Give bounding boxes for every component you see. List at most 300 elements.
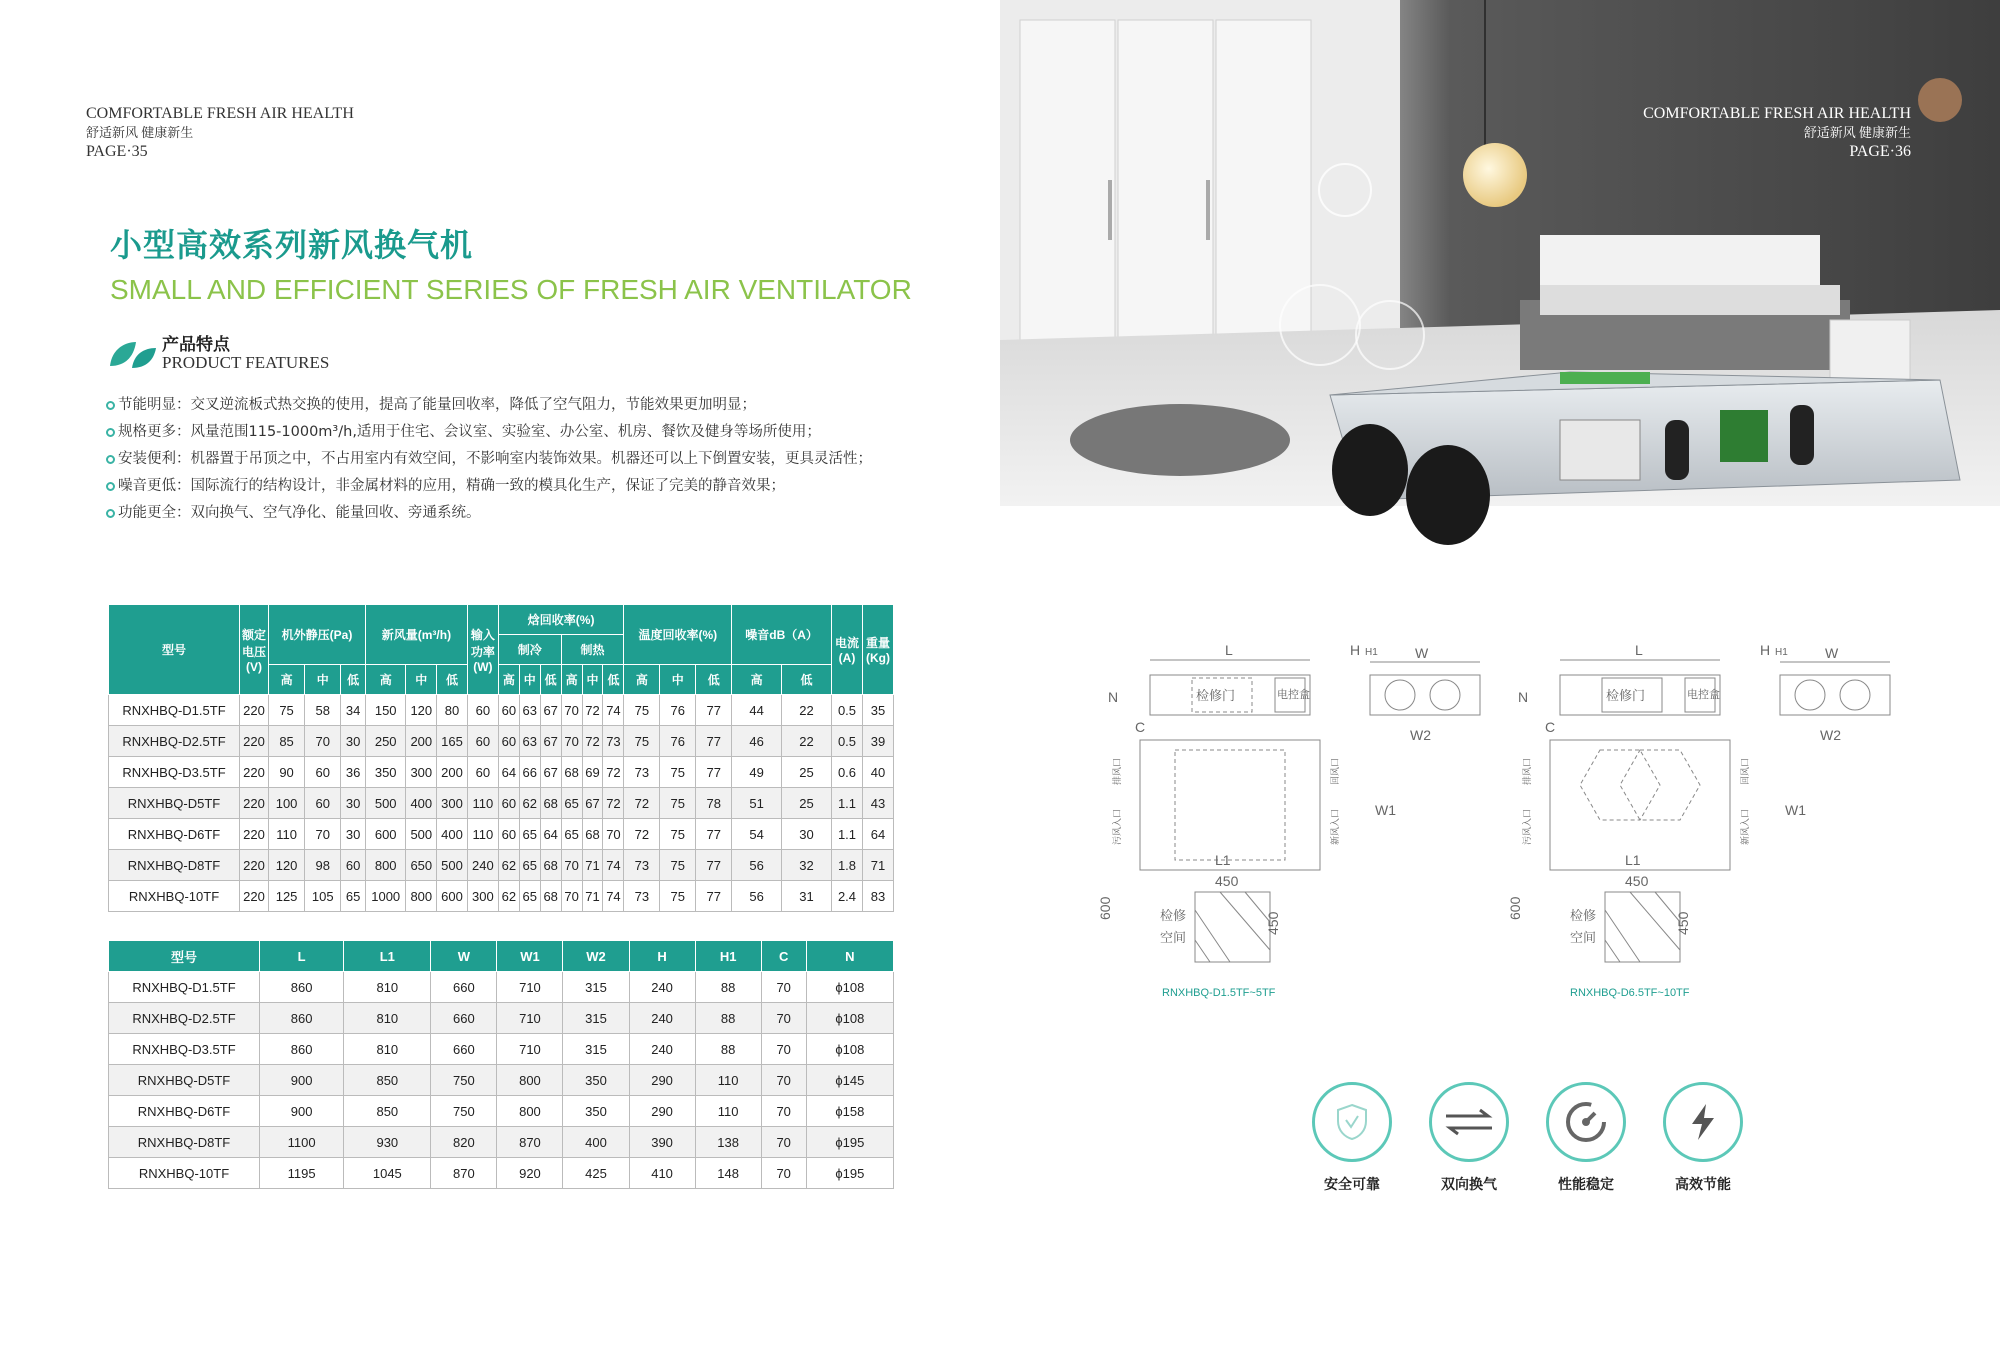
table-cell: 75 [624,695,660,726]
table-cell: 77 [696,726,732,757]
level-low: 低 [782,665,832,695]
dim-label-w: W [1415,645,1429,661]
col-weight: 重量(Kg) [863,605,894,695]
table-cell: 75 [660,757,696,788]
table-cell: 74 [603,881,624,912]
model-cell: RNXHBQ-10TF [109,881,240,912]
table-cell: 240 [629,972,695,1003]
service-space-label: 检修 [1160,908,1187,923]
model-cell: RNXHBQ-D3.5TF [109,1034,260,1065]
dim-label-c: C [1545,719,1556,735]
bullet-icon [106,482,115,491]
port-exhaust-label: 排风口 [1522,757,1532,785]
table-cell: 60 [341,850,366,881]
col-temp-recovery: 温度回收率(%) [624,605,732,665]
table-cell: 88 [695,972,761,1003]
list-item: 规格更多：风量范围115-1000m³/h,适用于住宅、会议室、实验室、办公室、机房、餐饮及健身等场所使用； [106,419,966,446]
icon-label: 安全可靠 [1324,1177,1380,1193]
table-cell: 220 [240,726,269,757]
table-cell: 300 [467,881,498,912]
table-cell: 220 [240,850,269,881]
table-cell: 30 [341,819,366,850]
features-heading-en: PRODUCT FEATURES [162,353,330,372]
leaf-icon [108,336,158,372]
dim-label-600: 600 [1507,896,1523,920]
table-cell: 165 [437,726,468,757]
model-cell: RNXHBQ-D2.5TF [109,726,240,757]
table-cell: ϕ158 [806,1096,893,1127]
dimension-diagrams [1097,640,1960,1010]
table-cell: 0.5 [832,726,863,757]
table-cell: 71 [582,850,603,881]
table-cell: 900 [260,1096,344,1127]
table-cell: 315 [563,1003,629,1034]
icon-safe [1297,1082,1407,1194]
list-item: 安装便利：机器置于吊顶之中，不占用室内有效空间，不影响室内装饰效果。机器还可以上下倒置安装，更具灵活性； [106,446,966,473]
table-row [109,819,894,850]
table-cell: 300 [437,788,468,819]
table-cell: ϕ195 [806,1127,893,1158]
table-cell: 220 [240,881,269,912]
table-cell: 67 [540,757,561,788]
table-cell: 49 [732,757,782,788]
table-cell: 77 [696,819,732,850]
table-cell: 66 [519,757,540,788]
table-cell: 83 [863,881,894,912]
elec-box-label: 电控盒 [1687,689,1720,701]
model-cell: RNXHBQ-D3.5TF [109,757,240,788]
level-high: 高 [498,665,519,695]
table-cell: 78 [696,788,732,819]
table-cell: 76 [660,726,696,757]
table-cell: 39 [863,726,894,757]
table-cell: 74 [603,695,624,726]
dim-label-600: 600 [1097,896,1113,920]
table-row [109,726,894,757]
dim-label-l1: L1 [1215,852,1231,868]
table-cell: 72 [582,726,603,757]
dim-label-450: 450 [1215,873,1239,889]
table-cell: 870 [497,1127,563,1158]
table-cell: ϕ108 [806,1003,893,1034]
table-cell: 68 [540,788,561,819]
table-cell: 120 [269,850,305,881]
elec-box-label: 电控盒 [1277,689,1310,701]
table-cell: 920 [497,1158,563,1189]
spec-table-body [109,695,894,912]
column-header: H1 [695,941,761,972]
table-cell: 70 [561,850,582,881]
table-cell: 60 [498,695,519,726]
level-mid: 中 [519,665,540,695]
diagram-model-b [1507,642,1890,999]
dim-label-w2: W2 [1820,727,1841,743]
table-cell: 72 [624,788,660,819]
table-cell: 36 [341,757,366,788]
table-cell: 68 [540,850,561,881]
table-cell: 70 [761,1003,806,1034]
table-cell: 75 [660,788,696,819]
access-door-label: 检修门 [1196,688,1236,703]
list-item: 功能更全：双向换气、空气净化、能量回收、旁通系统。 [106,500,966,527]
level-high: 高 [561,665,582,695]
model-cell: RNXHBQ-D1.5TF [109,972,260,1003]
model-cell: RNXHBQ-10TF [109,1158,260,1189]
table-cell: 800 [365,850,405,881]
table-cell: 30 [341,788,366,819]
col-voltage: 额定电压(V) [240,605,269,695]
port-fresh-label: 新风入口 [1740,808,1750,845]
model-cell: RNXHBQ-D5TF [109,788,240,819]
table-cell: 1000 [365,881,405,912]
list-item: 噪音更低：国际流行的结构设计，非金属材料的应用，精确一致的模具化生产，保证了完美的静音效果； [106,473,966,500]
table-cell: 25 [782,788,832,819]
table-cell: 32 [782,850,832,881]
table-cell: 220 [240,757,269,788]
table-cell: 315 [563,1034,629,1065]
table-cell: ϕ108 [806,1034,893,1065]
table-cell: 43 [863,788,894,819]
table-cell: 110 [467,788,498,819]
table-cell: 30 [782,819,832,850]
table-cell: 75 [269,695,305,726]
table-row [109,972,894,1003]
table-cell: 35 [863,695,894,726]
table-cell: 660 [431,972,497,1003]
table-cell: 62 [498,881,519,912]
level-low: 低 [341,665,366,695]
table-cell: 1.8 [832,850,863,881]
table-cell: 44 [732,695,782,726]
table-cell: 148 [695,1158,761,1189]
table-cell: 34 [341,695,366,726]
table-cell: 73 [603,726,624,757]
table-cell: 60 [498,788,519,819]
icon-label: 双向换气 [1441,1177,1497,1193]
page-number: PAGE·36 [1849,143,1911,160]
table-cell: 710 [497,1034,563,1065]
table-cell: 65 [519,819,540,850]
table-row [109,1065,894,1096]
level-high: 高 [732,665,782,695]
table-cell: 88 [695,1034,761,1065]
model-cell: RNXHBQ-D6TF [109,1096,260,1127]
table-cell: 30 [341,726,366,757]
dim-label-w1: W1 [1785,802,1806,818]
port-exhaust-label: 排风口 [1112,757,1122,785]
dim-label-450: 450 [1675,911,1691,935]
table-cell: 240 [629,1034,695,1065]
dim-label-h: H [1350,642,1361,658]
table-cell: 120 [406,695,437,726]
table-cell: 290 [629,1065,695,1096]
column-header: 型号 [109,941,260,972]
column-header: W2 [563,941,629,972]
table-cell: 58 [305,695,341,726]
table-cell: 100 [269,788,305,819]
level-mid: 中 [305,665,341,695]
header-cn: 舒适新风 健康新生 [1803,125,1911,140]
table-cell: 64 [540,819,561,850]
table-cell: 70 [561,881,582,912]
table-cell: 25 [782,757,832,788]
table-cell: 70 [761,1096,806,1127]
table-cell: 1195 [260,1158,344,1189]
level-low: 低 [603,665,624,695]
level-mid: 中 [582,665,603,695]
page-title-en: SMALL AND EFFICIENT SERIES OF FRESH AIR VENTILATOR [110,274,912,305]
table-cell: 62 [498,850,519,881]
column-header: C [761,941,806,972]
table-cell: 98 [305,850,341,881]
col-noise: 噪音dB（A） [732,605,832,665]
table-cell: 350 [563,1065,629,1096]
table-cell: 76 [660,695,696,726]
table-cell: 125 [269,881,305,912]
table-cell: 71 [863,850,894,881]
table-cell: 70 [761,1158,806,1189]
bedroom-product-photo [1000,0,2000,506]
table-cell: 73 [624,850,660,881]
table-cell: 200 [437,757,468,788]
table-cell: 800 [406,881,437,912]
table-cell: 110 [269,819,305,850]
table-row [109,850,894,881]
table-row [109,695,894,726]
table-cell: 500 [437,850,468,881]
feature-icons [1297,1082,1817,1192]
table-cell: 930 [344,1127,431,1158]
table-cell: 500 [406,819,437,850]
table-cell: 850 [344,1065,431,1096]
table-row [109,1034,894,1065]
dim-label-w1: W1 [1375,802,1396,818]
dimension-header-row [109,941,894,972]
table-row [109,1096,894,1127]
table-cell: 1045 [344,1158,431,1189]
table-cell: 200 [406,726,437,757]
table-cell: 56 [732,881,782,912]
diagram-caption: RNXHBQ-D6.5TF~10TF [1570,987,1690,999]
model-cell: RNXHBQ-D8TF [109,850,240,881]
dim-label-w2: W2 [1410,727,1431,743]
table-cell: ϕ195 [806,1158,893,1189]
model-cell: RNXHBQ-D5TF [109,1065,260,1096]
table-cell: 220 [240,788,269,819]
service-space-label: 检修 [1570,908,1597,923]
icon-exchange [1414,1082,1524,1194]
dim-label-l: L [1225,642,1233,658]
table-cell: 69 [582,757,603,788]
table-row [109,1158,894,1189]
left-page-header [86,104,354,161]
table-cell: 600 [437,881,468,912]
table-cell: 400 [563,1127,629,1158]
model-cell: RNXHBQ-D1.5TF [109,695,240,726]
bullet-icon [106,401,115,410]
table-cell: 70 [761,1034,806,1065]
level-high: 高 [624,665,660,695]
level-mid: 中 [406,665,437,695]
table-cell: 110 [467,819,498,850]
table-cell: 650 [406,850,437,881]
dim-label-h1: H1 [1775,647,1788,658]
level-mid: 中 [660,665,696,695]
bullet-icon [106,428,115,437]
table-cell: 54 [732,819,782,850]
table-cell: 860 [260,1003,344,1034]
table-cell: 0.6 [832,757,863,788]
column-header: W [431,941,497,972]
table-row [109,1003,894,1034]
table-cell: 71 [582,881,603,912]
table-cell: 40 [863,757,894,788]
table-cell: ϕ145 [806,1065,893,1096]
dim-label-l1: L1 [1625,852,1641,868]
col-current: 电流(A) [832,605,863,695]
table-cell: 70 [305,726,341,757]
table-cell: 300 [406,757,437,788]
dimension-table-body [109,972,894,1189]
table-cell: 70 [561,695,582,726]
level-low: 低 [696,665,732,695]
dim-label-h: H [1760,642,1771,658]
table-cell: 77 [696,757,732,788]
table-cell: 64 [498,757,519,788]
table-cell: 220 [240,819,269,850]
dim-label-l: L [1635,642,1643,658]
table-cell: 810 [344,972,431,1003]
table-cell: 77 [696,850,732,881]
table-cell: 860 [260,972,344,1003]
table-cell: 75 [660,819,696,850]
table-cell: 65 [341,881,366,912]
table-cell: 65 [561,819,582,850]
table-cell: 660 [431,1034,497,1065]
table-cell: 51 [732,788,782,819]
diagram-caption: RNXHBQ-D1.5TF~5TF [1162,987,1276,999]
table-cell: 1100 [260,1127,344,1158]
header-cn: 舒适新风 健康新生 [86,125,194,140]
column-header: L1 [344,941,431,972]
table-cell: 67 [540,695,561,726]
table-cell: 75 [624,726,660,757]
lightning-icon [1663,1082,1743,1162]
table-cell: 60 [305,757,341,788]
column-header: L [260,941,344,972]
diagram-model-a [1097,642,1480,999]
dim-label-n: N [1108,689,1119,705]
table-cell: 75 [660,850,696,881]
table-cell: 800 [497,1096,563,1127]
table-cell: 240 [629,1003,695,1034]
table-cell: 800 [497,1065,563,1096]
table-cell: 62 [519,788,540,819]
table-row [109,1127,894,1158]
table-cell: 60 [498,726,519,757]
port-dirty-label: 污风入口 [1112,808,1122,845]
table-cell: 240 [467,850,498,881]
table-cell: 425 [563,1158,629,1189]
table-cell: 64 [863,819,894,850]
exchange-arrows-icon [1429,1082,1509,1162]
table-cell: 138 [695,1127,761,1158]
page-title-cn: 小型高效系列新风换气机 [110,226,474,264]
table-cell: 73 [624,881,660,912]
table-cell: 220 [240,695,269,726]
table-cell: 85 [269,726,305,757]
table-cell: 68 [540,881,561,912]
icon-stable [1531,1082,1641,1194]
col-model: 型号 [109,605,240,695]
table-cell: 810 [344,1034,431,1065]
table-cell: 70 [761,1065,806,1096]
table-cell: 750 [431,1065,497,1096]
service-space-label: 空间 [1570,930,1597,945]
header-en: COMFORTABLE FRESH AIR HEALTH [86,105,354,122]
table-cell: 77 [696,695,732,726]
shield-icon [1312,1082,1392,1162]
table-cell: 72 [582,695,603,726]
model-cell: RNXHBQ-D8TF [109,1127,260,1158]
table-cell: 72 [603,788,624,819]
table-cell: 600 [365,819,405,850]
table-row [109,881,894,912]
header-en: COMFORTABLE FRESH AIR HEALTH [1643,105,1911,122]
col-cooling: 制冷 [498,635,561,665]
table-cell: 68 [582,819,603,850]
table-cell: 110 [695,1096,761,1127]
table-cell: 63 [519,726,540,757]
table-cell: 60 [467,695,498,726]
gauge-icon [1546,1082,1626,1162]
features-heading-cn: 产品特点 [162,335,230,355]
table-cell: 500 [365,788,405,819]
table-cell: 390 [629,1127,695,1158]
table-cell: 73 [624,757,660,788]
table-cell: 77 [696,881,732,912]
column-header: N [806,941,893,972]
table-cell: 72 [603,757,624,788]
table-cell: 46 [732,726,782,757]
table-cell: 80 [437,695,468,726]
col-power: 输入功率(W) [467,605,498,695]
table-row [109,757,894,788]
table-cell: 0.5 [832,695,863,726]
table-cell: 70 [603,819,624,850]
col-enthalpy: 焓回收率(%) [498,605,624,635]
table-cell: 90 [269,757,305,788]
table-cell: 860 [260,1034,344,1065]
table-cell: 22 [782,695,832,726]
table-cell: 350 [365,757,405,788]
service-space-label: 空间 [1160,930,1187,945]
table-cell: 400 [437,819,468,850]
table-cell: 67 [540,726,561,757]
model-cell: RNXHBQ-D2.5TF [109,1003,260,1034]
table-cell: 290 [629,1096,695,1127]
icon-label: 性能稳定 [1558,1177,1614,1193]
level-low: 低 [540,665,561,695]
table-cell: 67 [582,788,603,819]
col-static-pressure: 机外静压(Pa) [269,605,366,665]
table-cell: 250 [365,726,405,757]
feature-list [106,392,966,527]
table-cell: 56 [732,850,782,881]
table-cell: 60 [498,819,519,850]
level-low: 低 [437,665,468,695]
col-airflow: 新风量(m³/h) [365,605,467,665]
